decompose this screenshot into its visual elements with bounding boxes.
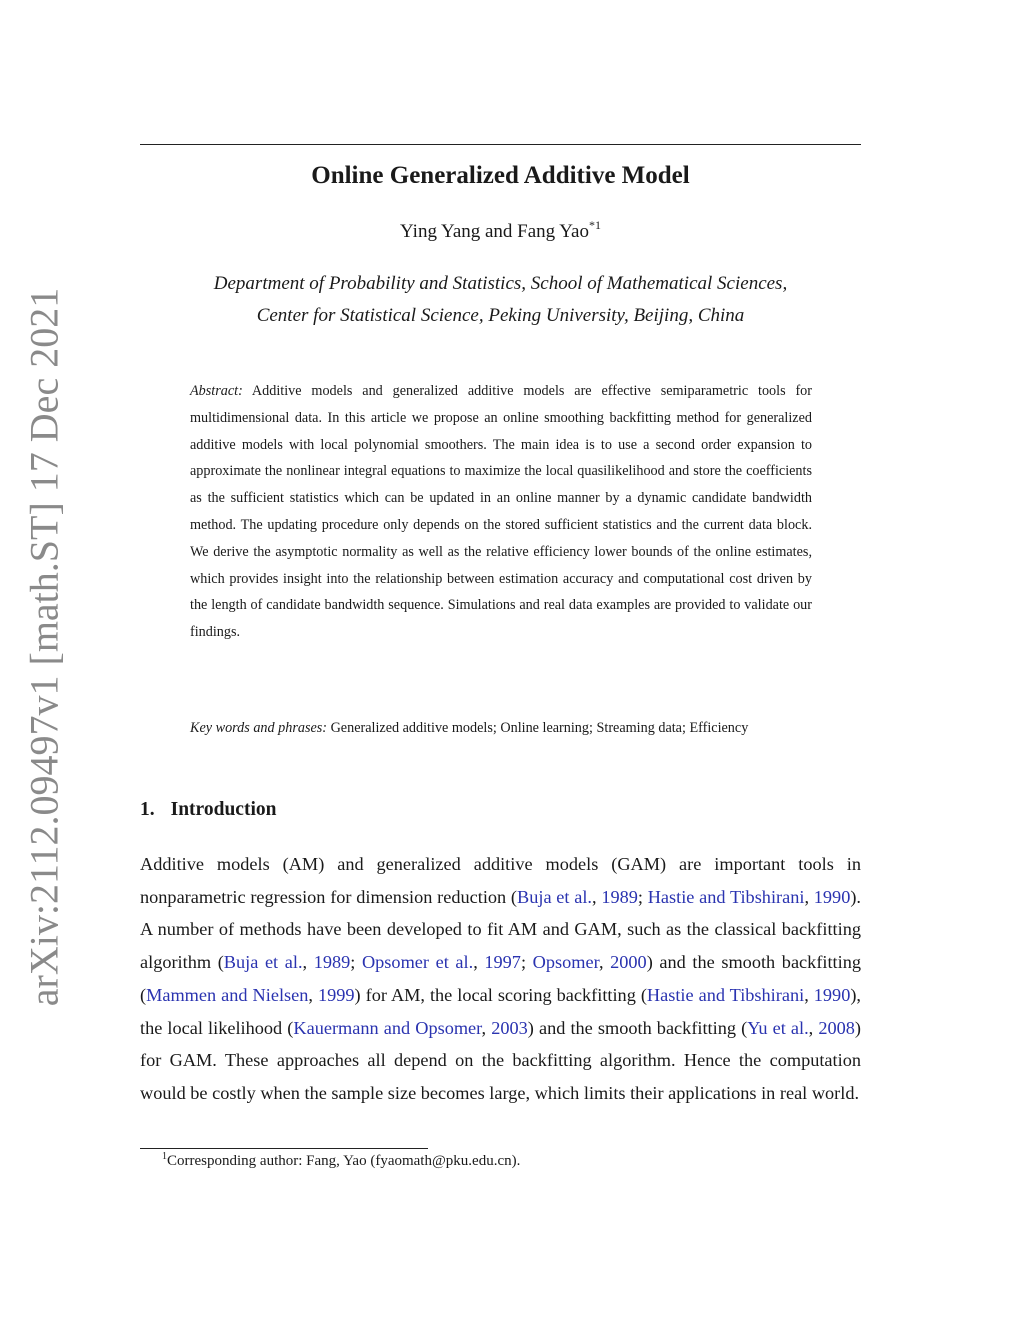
intro-text: ). A number of methods have been developed to fit AM and GAM, such as the classical backfitting algorithm ( [140,886,861,973]
footnote-text: Corresponding author: Fang, Yao (fyaomath@pku.edu.cn). [167,1153,521,1169]
intro-text: ) and the smooth backfitting ( [527,1017,748,1038]
intro-text: , [302,952,314,973]
citation-link[interactable]: Opsomer [532,952,599,973]
affiliation-line-2: Center for Statistical Science, Peking University, Beijing, China [256,305,745,326]
arxiv-identifier: arXiv:2112.09497v1 [math.ST] 17 Dec 2021 [21,287,67,1007]
citation-link[interactable]: Kauermann and Opsomer [293,1017,482,1038]
intro-text: ) for GAM. These approaches all depend on the backfitting algorithm. Hence the computation would be costly when the sample size becomes large, which limits their applications in real world. [140,1017,861,1103]
abstract-label: Abstract: [190,383,243,399]
paper-title: Online Generalized Additive Model [311,162,690,189]
intro-text: , [592,886,602,907]
citation-link[interactable]: 2003 [491,1017,528,1038]
citation-link[interactable]: Hastie and Tibshirani [646,984,805,1005]
citation-link[interactable]: 1989 [601,886,638,907]
section-number: 1. [140,799,155,820]
citation-link[interactable]: 1997 [484,952,521,973]
citation-link[interactable]: 1989 [313,952,351,973]
intro-text: , [308,984,318,1005]
citation-link[interactable]: Hastie and Tibshirani [647,886,805,907]
intro-text: , [804,984,814,1005]
citation-link[interactable]: Buja et al. [223,952,303,973]
abstract-text: Additive models and generalized additive models are effective semiparametric tools for multidimensional data. In this article we propose an online smoothing backfitting method for generalized additive models with local polynomial smoothers. The main idea is to use a second order expansion to approximate the nonlinear integral equations to maximize the local quasilikelihood and store the coefficients as the sufficient statistics which can be updated in an online manner by a dynamic candidate bandwidth method. The updating procedure only depends on the stored sufficient statistics and the current data block. We derive the asymptotic normality as well as the relative efficiency lower bounds of the online estimates, which provides insight into the relationship between estimation accuracy and computational cost driven by the length of candidate bandwidth sequence. Simulations and real data examples are provided to validate our findings. [190,383,813,641]
citation-link[interactable]: Mammen and Nielsen [146,984,309,1005]
intro-text: Additive models (AM) and generalized additive models (GAM) are important tools in nonparametric regression for dimension reduction ( [140,854,861,907]
author-names: Ying Yang and Fang Yao [400,221,589,242]
intro-text: ; [520,952,533,973]
keywords-label: Key words and phrases: [190,720,328,736]
intro-text: , [481,1017,492,1038]
citation-link[interactable]: 1999 [317,984,355,1005]
intro-text: ), the local likelihood ( [140,984,861,1038]
citation-link[interactable]: 2008 [818,1017,855,1038]
footnote-rule [140,1148,428,1149]
footnote [162,1151,520,1170]
affiliation [140,268,861,332]
intro-text: ) and the smooth backfitting ( [140,952,861,1005]
citation-link[interactable]: Buja et al. [517,886,592,907]
citation-link[interactable]: 1990 [813,984,851,1005]
keywords [190,715,812,742]
intro-text: ; [637,886,648,907]
title-rule [140,144,861,145]
intro-text: ) for AM, the local scoring backfitting ( [354,984,647,1005]
affiliation-line-1: Department of Probability and Statistics, School of Mathematical Sciences, [213,273,788,294]
intro-text: , [804,886,814,907]
section-title: Introduction [170,799,277,820]
abstract [190,378,812,646]
citation-link[interactable]: 1990 [813,886,851,907]
author-mark: *1 [588,218,601,232]
author-line [140,218,861,243]
citation-link[interactable]: Yu et al. [747,1017,809,1038]
intro-text: , [808,1017,819,1038]
intro-paragraph [140,848,861,1110]
intro-text: , [598,952,611,973]
intro-text: , [473,952,485,973]
section-heading [140,799,276,821]
citation-link[interactable]: Opsomer et al. [361,952,474,973]
citation-link[interactable]: 2000 [610,952,647,973]
footnote-mark: 1 [162,1151,167,1162]
intro-text: ; [350,952,362,973]
keywords-text: Generalized additive models; Online learning; Streaming data; Efficiency [330,720,749,736]
